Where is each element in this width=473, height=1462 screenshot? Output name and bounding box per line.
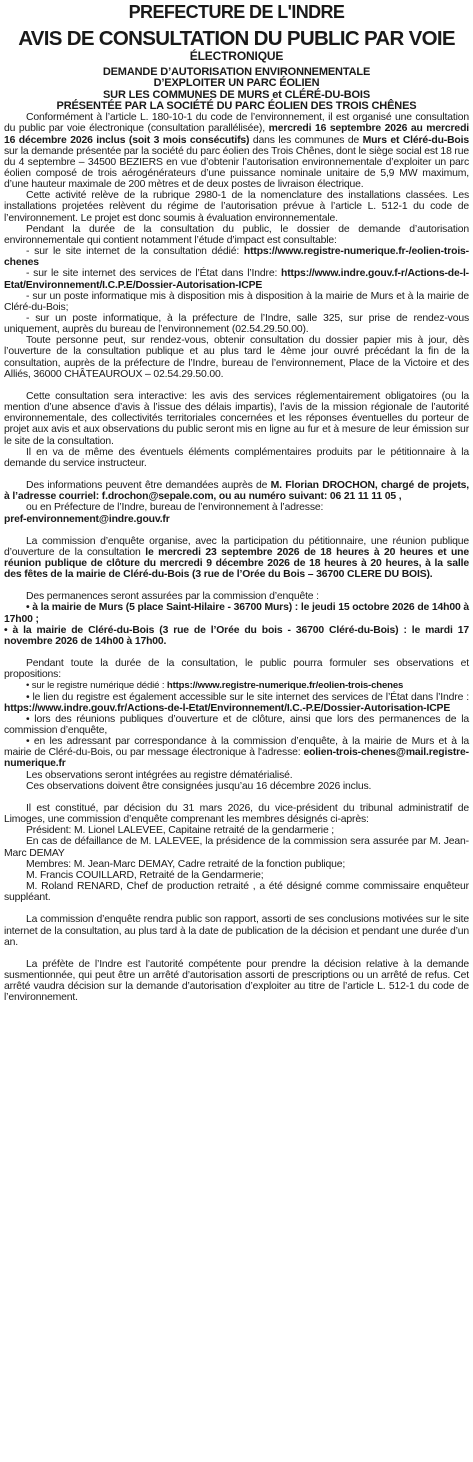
contact-details: M. Florian DROCHON, chargé de projets, à l’adresse courriel: f.drochon@sepale.com, ou au numéro suivant: 06 21 11 11 05 , [4, 480, 470, 503]
communes: Murs et Cléré-du-Bois [362, 134, 469, 146]
paragraph-report: La commission d’enquête rendra public son rapport, assorti de ses conclusions motivées sur le site internet de la consultation, au plus tard à la date de publication de la décision et pendant une durée d’un an. [4, 914, 469, 948]
prefecture-email[interactable]: pref-environnement@indre.gouv.fr [4, 513, 170, 525]
prefecture-email-line [4, 514, 469, 525]
commission-member-2: M. Francis COUILLARD, Retraité de la Gendarmerie; [26, 869, 264, 881]
paragraph-observations: Pendant toute la durée de la consultation, le public pourra formuler ses observations et propositions: [4, 658, 469, 681]
commission-alternate: M. Roland RENARD, Chef de production retraité , a été désigné comme commissaire enquêteur suppléant. [4, 881, 469, 904]
paragraph-public-meetings: La commission d’enquête organise, avec la participation du pétitionnaire, une réunion publique d’ouverture de la consultation le mercredi 23 septembre 2026 de 18 heures à 20 heures et une réunion publique de clôture du mercredi 9 décembre 2026 de 18 heures à 20 heures, à la salle des fêtes de la mairie de Cléré-du-Bois (3 rue de l’Orée du Bois – 36700 CLERE DU BOIS). [4, 535, 469, 581]
observation-deadline: Ces observations doivent être consignées jusqu’au 16 décembre 2026 inclus. [26, 780, 372, 792]
notice-page [4, 0, 469, 1003]
observation-state-site: • le lien du registre est également accessible sur le site internet des services de l’État dans l’Indre : https://www.indre.gouv.fr/Actions-de-l-Etat/Environnement/I.C.-P.E/Dossier-Autorisation-ICPE [4, 691, 469, 714]
request-heading-3: SUR LES COMMUNES DE MURS et CLÉRÉ-DU-BOIS [102, 88, 371, 101]
request-heading-4: PRÉSENTÉE PAR LA SOCIÉTÉ DU PARC ÉOLIEN DES TROIS CHÊNES [56, 99, 417, 112]
request-heading-1: DEMANDE D’AUTORISATION ENVIRONNEMENTALE [102, 66, 371, 78]
prefecture-contact: ou en Préfecture de l’Indre, bureau de l’environnement à l’adresse: [26, 502, 324, 514]
registre-email[interactable]: eolien-trois-chenes@mail.registre-numerique.fr [4, 747, 469, 770]
observation-registre: • sur le registre numérique dédié : https://www.registre-numerique.fr/eolien-trois-chenes [26, 680, 404, 692]
permanence-murs: • à la mairie de Murs (5 place Saint-Hilaire - 36700 Murs) : le jeudi 15 octobre 2026 de 14h00 à 17h00 ; [4, 602, 469, 625]
meeting-dates: le mercredi 23 septembre 2026 de 18 heures à 20 heures et une réunion publique de clôture du mercredi 9 décembre 2026 de 18 heures à 20 heures, à la salle des fêtes de la mairie de Cléré-du-Bois (3 rue de l’Orée du Bois – 36700 CLERE DU BOIS). [4, 546, 469, 581]
paragraph-permanences: Des permanences seront assurées par la commission d’enquête : [26, 591, 319, 603]
paragraph-contact: Des informations peuvent être demandées auprès de M. Florian DROCHON, chargé de projets, à l’adresse courriel: f.drochon@sepale.com, ou au numéro suivant: 06 21 11 11 05 , [4, 480, 470, 503]
dossier-state-website: - sur le site internet des services de l’État dans l’Indre: https://www.indre.gouv.f-r/Actions-de-l-Etat/Environnement/I.C.P.E/Dossier-Autorisation-ICPE [4, 268, 469, 291]
paragraph-interactive: Cette consultation sera interactive: les avis des services réglementairement obligatoires (ou la mention d’une absence d’avis à l’issue des délais impartis), l’avis de la mission régionale de l’autorité environnementale, des collectivités territoriales concernées et les réponses éventuelles du porteur de projet aux avis et aux observations du public seront mis en ligne au fur et à mesure de leur émission sur le site de la consultation. [4, 390, 469, 447]
notice-title-continued: ÉLECTRONIQUE [189, 49, 284, 63]
paragraph-intro: Conformément à l’article L. 180-10-1 du code de l’environnement, il est organisé une consultation du public par voie électronique (consultation parallélisée), mercredi 16 septembre 2026 au mercredi 16 décembre 2026 inclus (soit 3 mois consécutifs) dans les communes de Murs et Cléré-du-Bois sur la demande présentée par la société du parc éolien des Trois Chênes, dont le siège social est 18 rue du 4 septembre – 34500 BEZIERS en vue d’obtenir l’autorisation environnementale d’exploiter un parc éolien composé de trois aérogénérateurs d’une puissance nominale unitaire de 5,9 MW maximum, d’une hauteur maximale de 200 mètres et de deux postes de livraison électrique. [4, 112, 469, 191]
dossier-mairie-terminal: - sur un poste informatique mis à disposition mis à disposition à la mairie de Murs et à la mairie de Cléré-du-Bois; [4, 290, 469, 313]
consultation-dates: mercredi 16 septembre 2026 au mercredi 16 décembre 2026 inclus (soit 3 mois consécutifs) [4, 123, 469, 146]
prefecture-title: PREFECTURE DE L'INDRE [128, 2, 345, 22]
paragraph-decision: La préfète de l’Indre est l’autorité compétente pour prendre la décision relative à la demande susmentionnée, qui peut être un arrêté d’autorisation assorti de prescriptions ou un arrêté de refus. Cet arrêté vaudra décision sur la demande d’autorisation d’exploiter au titre de l’article L. 512-1 du code de l’environnement. [4, 958, 469, 1004]
paragraph-dossier: Pendant la durée de la consultation du public, le dossier de demande d’autorisation environnementale qui contient notamment l’étude d’impact est consultable: [4, 223, 469, 246]
dossier-website: - sur le site internet de la consultation dédié: https://www.registre-numerique.fr-/eolien-trois-chenes [4, 246, 469, 269]
notice-title: AVIS DE CONSULTATION DU PUBLIC PAR VOIE [18, 27, 455, 50]
paragraph-paper-dossier: Toute personne peut, sur rendez-vous, obtenir consultation du dossier papier mis à jour, dès l’ouverture de la consultation publique et au plus tard le 4ème jour ouvré précédant la fin de la consultation, auprès de la préfecture de l’Indre, bureau de l’environnement, Place de la Victoire et des Alliés, 36000 CHÂTEAUROUX – 02.54.29.50.00. [4, 335, 469, 380]
indre-gouv-link[interactable]: https://www.indre.gouv.f-r/Actions-de-l-Etat/Environnement/I.C.P.E/Dossier-Autorisation-ICPE [4, 268, 469, 291]
commission-substitute: En cas de défaillance de M. LALEVEE, la présidence de la commission sera assurée par M. Jean-Marc DEMAY [4, 836, 469, 859]
observation-meetings: • lors des réunions publiques d’ouverture et de clôture, ainsi que lors des permanences de la commission d’enquête, [4, 713, 469, 736]
paragraph-commission: Il est constitué, par décision du 31 mars 2026, du vice-président du tribunal administratif de Limoges, une commission d’enquête comprenant les membres désignés ci-après: [4, 802, 469, 826]
paragraph-additional: Il en va de même des éventuels éléments complémentaires produits par le pétitionnaire à la demande du service instructeur. [4, 446, 469, 469]
request-heading-2: D’EXPLOITER UN PARC ÉOLIEN [153, 77, 320, 90]
commission-president: Président: M. Lionel LALEVEE, Capitaine retraité de la gendarmerie ; [26, 825, 335, 837]
registre-link-2[interactable]: https://www.registre-numerique.fr/eolien-trois-chenes [166, 680, 404, 692]
indre-gouv-link-2[interactable]: https://www.indre.gouv.fr/Actions-de-l-Etat/Environnement/I.C.-P.E/Dossier-Autorisation-ICPE [4, 702, 451, 714]
paragraph-classification: Cette activité relève de la rubrique 2980-1 de la nomenclature des installations classées. Les installations projetées relèvent du régime de l’autorisation prévue à l’article L. 512-1 du code de l’environnement. Le projet est donc soumis à évaluation environnementale. [4, 190, 469, 224]
registre-link[interactable]: https://www.registre-numerique.fr-/eolien-trois-chenes [4, 246, 469, 269]
commission-member-1: Membres: M. Jean-Marc DEMAY, Cadre retraité de la fonction publique; [26, 858, 346, 870]
observation-integration: Les observations seront intégrées au registre dématérialisé. [26, 769, 293, 781]
permanence-clere: • à la mairie de Cléré-du-Bois (3 rue de l’Orée du bois - 36700 Cléré-du-Bois) : le mardi 17 novembre 2026 de 14h00 à 17h00. [4, 624, 469, 647]
observation-mail: • en les adressant par correspondance à la commission d’enquête, à la mairie de Murs et à la mairie de Cléré-du-Bois, ou par message électronique à l'adresse: eolien-trois-chenes@mail.registre-numerique.fr [4, 736, 469, 770]
dossier-prefecture-terminal: - sur un poste informatique, à la préfecture de l’Indre, salle 325, sur prise de rendez-vous uniquement, auprès du bureau de l’environnement (02.54.29.50.00). [4, 313, 469, 336]
